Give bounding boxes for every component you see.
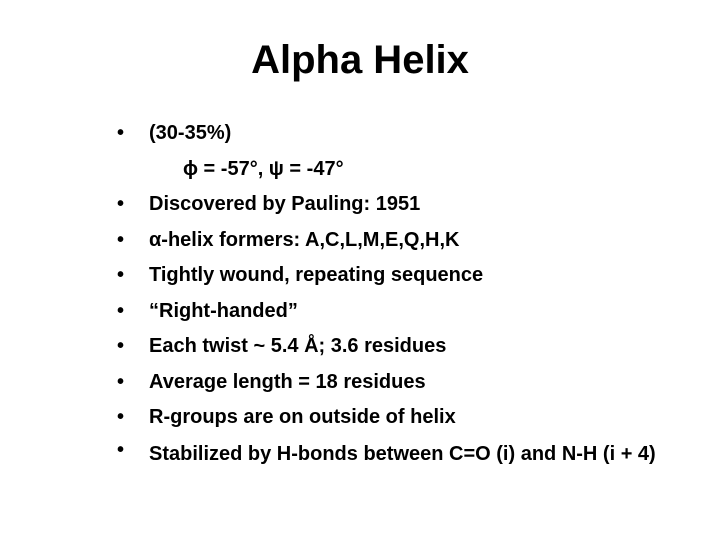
- bullet-marker: •: [117, 370, 125, 393]
- bullet-marker: •: [117, 406, 125, 428]
- bullet-marker: •: [117, 438, 125, 461]
- bullet-item: [117, 258, 677, 294]
- bullet-item: [117, 116, 677, 152]
- bullet-item: [117, 436, 677, 468]
- bullet-item: [117, 223, 677, 259]
- slide-title: Alpha Helix: [251, 38, 469, 82]
- bullet-text: Discovered by Pauling: 1951: [149, 193, 421, 215]
- bullet-text: Each twist ~ 5.4 Å; 3.6 residues: [149, 335, 447, 357]
- bullet-text: R-groups are on outside of helix: [149, 406, 456, 428]
- bullet-text: α-helix formers: A,C,L,M,E,Q,H,K: [149, 228, 460, 251]
- bullet-item: [117, 187, 677, 223]
- bullet-item: [117, 400, 677, 436]
- bullet-marker: •: [117, 228, 125, 251]
- bullet-marker: •: [117, 193, 125, 215]
- bullet-item: [117, 365, 677, 401]
- bullet-list: [117, 116, 677, 468]
- bullet-item: [117, 329, 677, 365]
- bullet-text: Average length = 18 residues: [149, 370, 426, 393]
- bullet-marker: •: [117, 122, 125, 144]
- bullet-text: “Right-handed”: [149, 299, 298, 322]
- dihedral-angles-line: ϕ = -57°, ψ = -47°: [183, 157, 344, 180]
- bullet-marker: •: [117, 299, 125, 322]
- bullet-marker: •: [117, 335, 125, 357]
- bullet-text: Tightly wound, repeating sequence: [149, 264, 484, 286]
- bullet-text: Stabilized by H-bonds between C=O (i) and N-H (i + 4): [149, 442, 656, 465]
- bullet-item: [117, 294, 677, 330]
- bullet-text: (30-35%): [149, 122, 232, 144]
- bullet-marker: •: [117, 264, 125, 286]
